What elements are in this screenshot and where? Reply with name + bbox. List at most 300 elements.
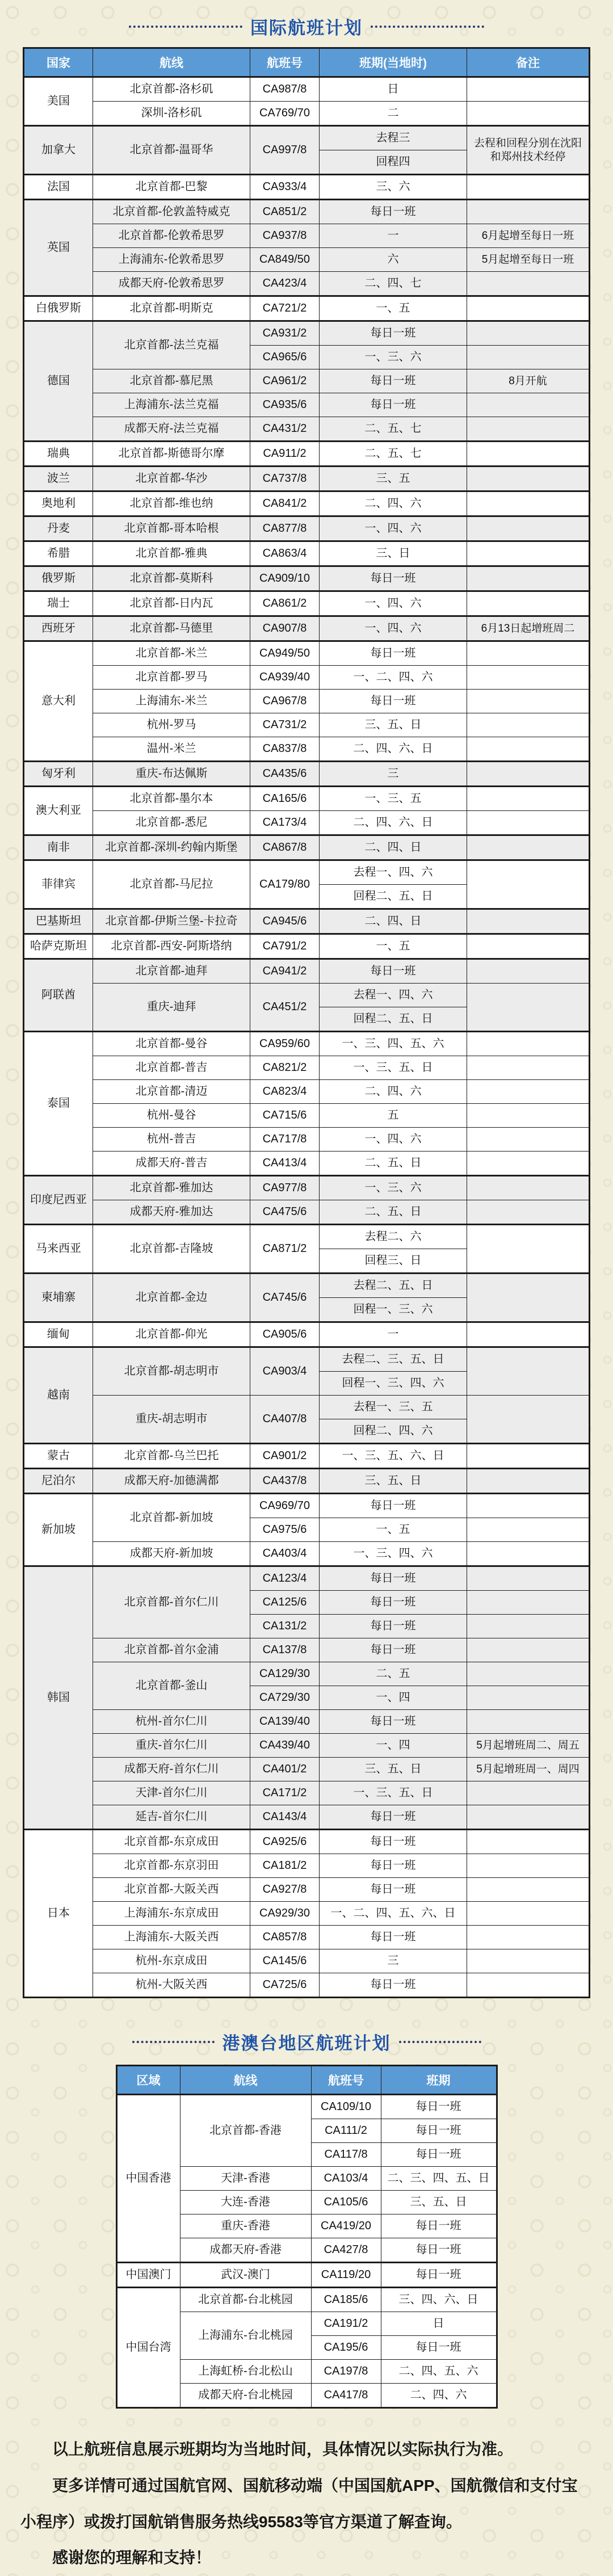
route-cell: 北京首都-华沙 xyxy=(93,467,250,491)
country-cell: 波兰 xyxy=(24,467,93,491)
schedule-cell: 二、五、七 xyxy=(320,442,467,467)
flight-number-cell: CA181/2 xyxy=(250,1854,320,1878)
remark-cell xyxy=(467,102,590,126)
schedule-cell: 每日一班 xyxy=(320,690,467,713)
flight-number-cell: CA737/8 xyxy=(250,467,320,491)
flight-number-cell: CA143/4 xyxy=(250,1805,320,1830)
schedule-cell: 一、二、四、六 xyxy=(320,666,467,690)
dotted-leader-left xyxy=(129,26,242,28)
flight-number-cell: CA933/4 xyxy=(250,175,320,200)
remark-cell xyxy=(467,467,590,491)
route-cell: 上海浦东-法兰克福 xyxy=(93,393,250,417)
country-cell: 菲律宾 xyxy=(24,860,93,909)
route-cell: 北京首都-普吉 xyxy=(93,1056,250,1080)
flight-number-cell: CA475/6 xyxy=(250,1200,320,1225)
schedule-cell: 去程二、五、日 xyxy=(320,1274,467,1298)
flight-number-cell: CA837/8 xyxy=(250,737,320,762)
flight-number-cell: CA841/2 xyxy=(250,491,320,516)
schedule-cell: 一、二、四、五、六、日 xyxy=(320,1902,467,1926)
route-cell: 北京首都-香港 xyxy=(180,2095,311,2167)
schedule-cell: 三、五、日 xyxy=(381,2191,497,2214)
remark-cell xyxy=(467,1566,590,1591)
flight-number-cell: CA137/8 xyxy=(250,1638,320,1662)
route-cell: 杭州-首尔仁川 xyxy=(93,1710,250,1734)
remark-cell xyxy=(467,1781,590,1805)
flight-number-cell: CA949/50 xyxy=(250,641,320,666)
flight-number-cell: CA911/2 xyxy=(250,442,320,467)
country-cell: 韩国 xyxy=(24,1566,93,1830)
schedule-cell: 每日一班 xyxy=(320,1566,467,1591)
dotted-leader-right xyxy=(399,2041,481,2043)
flight-number-cell: CA401/2 xyxy=(250,1758,320,1781)
column-header: 航线 xyxy=(93,48,250,77)
remark-cell xyxy=(467,641,590,666)
schedule-cell: 回程三、日 xyxy=(320,1249,467,1274)
schedule-cell: 去程一、四、六 xyxy=(320,860,467,885)
schedule-cell: 一、三、六 xyxy=(320,346,467,369)
schedule-cell: 每日一班 xyxy=(381,2263,497,2288)
remark-cell xyxy=(467,491,590,516)
route-cell: 上海浦东-米兰 xyxy=(93,690,250,713)
flight-number-cell: CA969/70 xyxy=(250,1494,320,1518)
route-cell: 北京首都-大阪关西 xyxy=(93,1878,250,1902)
route-cell: 北京首都-首尔金浦 xyxy=(93,1638,250,1662)
flight-number-cell: CA165/6 xyxy=(250,787,320,811)
route-cell: 北京首都-迪拜 xyxy=(93,959,250,984)
schedule-cell: 三、五 xyxy=(320,467,467,491)
flight-number-cell: CA435/6 xyxy=(250,762,320,787)
schedule-cell: 每日一班 xyxy=(320,641,467,666)
remark-cell xyxy=(467,737,590,762)
flight-number-cell: CA965/6 xyxy=(250,346,320,369)
route-cell: 北京首都-新加坡 xyxy=(93,1494,250,1542)
remark-cell xyxy=(467,690,590,713)
column-header: 航班号 xyxy=(250,48,320,77)
route-cell: 成都天府-加德满都 xyxy=(93,1469,250,1494)
schedule-cell: 每日一班 xyxy=(320,369,467,393)
flight-number-cell: CA871/2 xyxy=(250,1225,320,1274)
route-cell: 北京首都-慕尼黑 xyxy=(93,369,250,393)
schedule-cell: 一、四、六 xyxy=(320,591,467,616)
route-cell: 北京首都-罗马 xyxy=(93,666,250,690)
country-cell: 尼泊尔 xyxy=(24,1469,93,1494)
flight-number-cell: CA185/6 xyxy=(311,2288,381,2312)
flight-number-cell: CA937/8 xyxy=(250,224,320,248)
schedule-cell: 二、五 xyxy=(320,1662,467,1686)
schedule-cell: 二、五、日 xyxy=(320,1152,467,1176)
section-title-international xyxy=(0,0,613,39)
route-cell: 杭州-普吉 xyxy=(93,1128,250,1152)
route-cell: 上海浦东-大阪关西 xyxy=(93,1926,250,1949)
remark-cell xyxy=(467,1878,590,1902)
schedule-cell: 五 xyxy=(320,1104,467,1128)
remark-cell xyxy=(467,77,590,102)
schedule-cell: 每日一班 xyxy=(320,393,467,417)
flight-number-cell: CA975/6 xyxy=(250,1518,320,1542)
region-cell: 中国香港 xyxy=(116,2095,180,2263)
route-cell: 成都天府-新加坡 xyxy=(93,1542,250,1566)
remark-cell xyxy=(467,811,590,835)
route-cell: 成都天府-雅加达 xyxy=(93,1200,250,1225)
country-cell: 奥地利 xyxy=(24,491,93,516)
flight-number-cell: CA125/6 xyxy=(250,1591,320,1615)
flight-number-cell: CA907/8 xyxy=(250,616,320,641)
flight-number-cell: CA939/40 xyxy=(250,666,320,690)
schedule-cell: 每日一班 xyxy=(320,959,467,984)
footer-notes xyxy=(0,2431,613,2576)
schedule-cell: 每日一班 xyxy=(381,2095,497,2119)
remark-cell xyxy=(467,1274,590,1322)
flight-number-cell: CA171/2 xyxy=(250,1781,320,1805)
route-cell: 北京首都-哥本哈根 xyxy=(93,516,250,541)
schedule-cell: 二、四、五、六 xyxy=(381,2360,497,2384)
schedule-cell: 二、四、六 xyxy=(320,1080,467,1104)
remark-cell xyxy=(467,1444,590,1469)
remark-cell xyxy=(467,1615,590,1638)
remark-cell xyxy=(467,296,590,321)
remark-cell xyxy=(467,787,590,811)
remark-cell xyxy=(467,1926,590,1949)
remark-cell xyxy=(467,1518,590,1542)
route-cell: 重庆-首尔仁川 xyxy=(93,1734,250,1758)
route-cell: 北京首都-法兰克福 xyxy=(93,321,250,369)
remark-cell xyxy=(467,1591,590,1615)
flight-number-cell: CA139/40 xyxy=(250,1710,320,1734)
schedule-cell: 二、五、日 xyxy=(320,1200,467,1225)
route-cell: 北京首都-巴黎 xyxy=(93,175,250,200)
schedule-cell: 二、四、六 xyxy=(381,2384,497,2408)
schedule-cell: 每日一班 xyxy=(381,2143,497,2167)
schedule-cell: 二、四、六 xyxy=(320,491,467,516)
remark-cell: 去程和回程分别在沈阳和郑州技术经停 xyxy=(467,126,590,175)
remark-cell xyxy=(467,1056,590,1080)
schedule-cell: 二、三、四、五、日 xyxy=(381,2167,497,2191)
regional-flight-table xyxy=(116,2065,498,2409)
remark-cell xyxy=(467,272,590,296)
route-cell: 北京首都-吉隆坡 xyxy=(93,1225,250,1274)
schedule-cell: 一、四、六 xyxy=(320,616,467,641)
route-cell: 重庆-香港 xyxy=(180,2214,311,2238)
route-cell: 北京首都-伦敦希思罗 xyxy=(93,224,250,248)
route-cell: 成都天府-台北桃园 xyxy=(180,2384,311,2408)
country-cell: 美国 xyxy=(24,77,93,126)
remark-cell xyxy=(467,1902,590,1926)
flight-number-cell: CA423/4 xyxy=(250,272,320,296)
remark-cell xyxy=(467,1686,590,1710)
flight-number-cell: CA129/30 xyxy=(250,1662,320,1686)
country-cell: 哈萨克斯坦 xyxy=(24,934,93,959)
country-cell: 泰国 xyxy=(24,1032,93,1176)
remark-cell xyxy=(467,417,590,442)
remark-cell xyxy=(467,566,590,591)
section-title-regional xyxy=(0,2029,613,2054)
schedule-cell: 二、四、日 xyxy=(320,909,467,934)
flight-number-cell: CA931/2 xyxy=(250,321,320,346)
remark-cell: 8月开航 xyxy=(467,369,590,393)
schedule-cell: 一、三、四、六 xyxy=(320,1542,467,1566)
flight-number-cell: CA725/6 xyxy=(250,1973,320,1998)
schedule-cell: 每日一班 xyxy=(320,1591,467,1615)
route-cell: 成都天府-首尔仁川 xyxy=(93,1758,250,1781)
route-cell: 北京首都-明斯克 xyxy=(93,296,250,321)
flight-number-cell: CA769/70 xyxy=(250,102,320,126)
schedule-cell: 三、五、日 xyxy=(320,1469,467,1494)
schedule-cell: 去程三 xyxy=(320,126,467,150)
schedule-cell: 去程一、四、六 xyxy=(320,984,467,1007)
country-cell: 白俄罗斯 xyxy=(24,296,93,321)
schedule-cell: 二、四、六、日 xyxy=(320,737,467,762)
column-header: 区域 xyxy=(116,2066,180,2095)
route-cell: 北京首都-伊斯兰堡-卡拉奇 xyxy=(93,909,250,934)
route-cell: 北京首都-洛杉矶 xyxy=(93,77,250,102)
remark-cell xyxy=(467,1949,590,1973)
route-cell: 北京首都-悉尼 xyxy=(93,811,250,835)
country-cell: 瑞士 xyxy=(24,591,93,616)
region-cell: 中国澳门 xyxy=(116,2263,180,2288)
schedule-cell: 一、四 xyxy=(320,1734,467,1758)
schedule-cell: 一、三、四、五、六 xyxy=(320,1032,467,1056)
schedule-cell: 二、四、六、日 xyxy=(320,811,467,835)
remark-cell xyxy=(467,393,590,417)
route-cell: 天津-首尔仁川 xyxy=(93,1781,250,1805)
remark-cell xyxy=(467,200,590,224)
flight-number-cell: CA145/6 xyxy=(250,1949,320,1973)
schedule-cell: 二 xyxy=(320,102,467,126)
route-cell: 杭州-曼谷 xyxy=(93,1104,250,1128)
schedule-cell: 二、四、七 xyxy=(320,272,467,296)
flight-number-cell: CA745/6 xyxy=(250,1274,320,1322)
flight-number-cell: CA427/8 xyxy=(311,2238,381,2263)
route-cell: 温州-米兰 xyxy=(93,737,250,762)
flight-number-cell: CA927/8 xyxy=(250,1878,320,1902)
flight-number-cell: CA403/4 xyxy=(250,1542,320,1566)
schedule-cell: 三、六 xyxy=(320,175,467,200)
flight-number-cell: CA407/8 xyxy=(250,1396,320,1444)
remark-cell xyxy=(467,541,590,566)
flight-number-cell: CA451/2 xyxy=(250,984,320,1032)
route-cell: 杭州-大阪关西 xyxy=(93,1973,250,1998)
country-cell: 澳大利亚 xyxy=(24,787,93,835)
schedule-cell: 一、三、六 xyxy=(320,1176,467,1200)
schedule-cell: 一、五 xyxy=(320,296,467,321)
schedule-cell: 二、五、七 xyxy=(320,417,467,442)
route-cell: 大连-香港 xyxy=(180,2191,311,2214)
flight-number-cell: CA929/30 xyxy=(250,1902,320,1926)
schedule-cell: 每日一班 xyxy=(320,200,467,224)
flight-number-cell: CA925/6 xyxy=(250,1830,320,1854)
route-cell: 北京首都-温哥华 xyxy=(93,126,250,175)
schedule-cell: 每日一班 xyxy=(320,1830,467,1854)
country-cell: 阿联酋 xyxy=(24,959,93,1032)
country-cell: 希腊 xyxy=(24,541,93,566)
flight-number-cell: CA863/4 xyxy=(250,541,320,566)
route-cell: 成都天府-香港 xyxy=(180,2238,311,2263)
flight-number-cell: CA179/80 xyxy=(250,860,320,909)
flight-number-cell: CA935/6 xyxy=(250,393,320,417)
route-cell: 杭州-罗马 xyxy=(93,713,250,737)
country-cell: 柬埔寨 xyxy=(24,1274,93,1322)
schedule-cell: 去程二、六 xyxy=(320,1225,467,1249)
route-cell: 北京首都-东京成田 xyxy=(93,1830,250,1854)
remark-cell xyxy=(467,346,590,369)
flight-number-cell: CA437/8 xyxy=(250,1469,320,1494)
remark-cell xyxy=(467,1032,590,1056)
flight-number-cell: CA823/4 xyxy=(250,1080,320,1104)
country-cell: 匈牙利 xyxy=(24,762,93,787)
country-cell: 瑞典 xyxy=(24,442,93,467)
flight-number-cell: CA857/8 xyxy=(250,1926,320,1949)
flight-number-cell: CA103/4 xyxy=(311,2167,381,2191)
schedule-cell: 一、三、五 xyxy=(320,787,467,811)
schedule-cell: 每日一班 xyxy=(320,321,467,346)
flight-number-cell: CA959/60 xyxy=(250,1032,320,1056)
route-cell: 北京首都-莫斯科 xyxy=(93,566,250,591)
column-header: 国家 xyxy=(24,48,93,77)
flight-number-cell: CA729/30 xyxy=(250,1686,320,1710)
route-cell: 武汉-澳门 xyxy=(180,2263,311,2288)
country-cell: 英国 xyxy=(24,200,93,296)
remark-cell xyxy=(467,835,590,860)
column-header: 班期(当地时) xyxy=(320,48,467,77)
route-cell: 上海虹桥-台北松山 xyxy=(180,2360,311,2384)
route-cell: 北京首都-西安-阿斯塔纳 xyxy=(93,934,250,959)
flight-number-cell: CA903/4 xyxy=(250,1347,320,1396)
footer-note-line: 以上航班信息展示班期均为当地时间，具体情况以实际执行为准。 xyxy=(52,2440,514,2458)
schedule-cell: 一、四 xyxy=(320,1686,467,1710)
schedule-cell: 一、五 xyxy=(320,934,467,959)
schedule-cell: 每日一班 xyxy=(381,2119,497,2143)
regional-table-title: 港澳台地区航班计划 xyxy=(222,2033,391,2053)
remark-cell xyxy=(467,934,590,959)
schedule-cell: 一、四、六 xyxy=(320,516,467,541)
flight-number-cell: CA941/2 xyxy=(250,959,320,984)
route-cell: 北京首都-釜山 xyxy=(93,1662,250,1710)
flight-number-cell: CA119/20 xyxy=(311,2263,381,2288)
country-cell: 德国 xyxy=(24,321,93,442)
country-cell: 马来西亚 xyxy=(24,1225,93,1274)
schedule-cell: 一、四、六 xyxy=(320,1128,467,1152)
remark-cell xyxy=(467,909,590,934)
schedule-cell: 回程一、三、四、六 xyxy=(320,1372,467,1396)
route-cell: 北京首都-伦敦盖特威克 xyxy=(93,200,250,224)
flight-number-cell: CA195/6 xyxy=(311,2336,381,2360)
schedule-cell: 每日一班 xyxy=(320,1494,467,1518)
schedule-cell: 每日一班 xyxy=(320,1926,467,1949)
schedule-cell: 去程二、三、五、日 xyxy=(320,1347,467,1372)
column-header: 班期 xyxy=(381,2066,497,2095)
route-cell: 北京首都-乌兰巴托 xyxy=(93,1444,250,1469)
schedule-cell: 六 xyxy=(320,248,467,272)
country-cell: 意大利 xyxy=(24,641,93,762)
schedule-cell: 每日一班 xyxy=(381,2238,497,2263)
country-cell: 南非 xyxy=(24,835,93,860)
flight-number-cell: CA721/2 xyxy=(250,296,320,321)
route-cell: 成都天府-伦敦希思罗 xyxy=(93,272,250,296)
flight-number-cell: CA851/2 xyxy=(250,200,320,224)
schedule-cell: 去程一、三、五 xyxy=(320,1396,467,1419)
remark-cell xyxy=(467,1973,590,1998)
flight-number-cell: CA861/2 xyxy=(250,591,320,616)
flight-number-cell: CA111/2 xyxy=(311,2119,381,2143)
schedule-cell: 每日一班 xyxy=(320,1973,467,1998)
flight-number-cell: CA867/8 xyxy=(250,835,320,860)
flight-number-cell: CA987/8 xyxy=(250,77,320,102)
flight-number-cell: CA717/8 xyxy=(250,1128,320,1152)
remark-cell xyxy=(467,1200,590,1225)
schedule-cell: 一、三、五、日 xyxy=(320,1056,467,1080)
remark-cell xyxy=(467,1225,590,1274)
remark-cell xyxy=(467,1662,590,1686)
flight-number-cell: CA117/8 xyxy=(311,2143,381,2167)
remark-cell xyxy=(467,321,590,346)
route-cell: 成都天府-法兰克福 xyxy=(93,417,250,442)
flight-number-cell: CA419/20 xyxy=(311,2214,381,2238)
remark-cell xyxy=(467,1710,590,1734)
flight-number-cell: CA961/2 xyxy=(250,369,320,393)
remark-cell xyxy=(467,1176,590,1200)
country-cell: 丹麦 xyxy=(24,516,93,541)
route-cell: 延吉-首尔仁川 xyxy=(93,1805,250,1830)
route-cell: 北京首都-墨尔本 xyxy=(93,787,250,811)
schedule-cell: 回程四 xyxy=(320,150,467,175)
remark-cell xyxy=(467,1347,590,1396)
schedule-cell: 一、三、五、六、日 xyxy=(320,1444,467,1469)
flight-number-cell: CA945/6 xyxy=(250,909,320,934)
country-cell: 越南 xyxy=(24,1347,93,1444)
schedule-cell: 每日一班 xyxy=(320,1638,467,1662)
country-cell: 新加坡 xyxy=(24,1494,93,1566)
remark-cell xyxy=(467,713,590,737)
remark-cell xyxy=(467,175,590,200)
flight-number-cell: CA849/50 xyxy=(250,248,320,272)
route-cell: 北京首都-马尼拉 xyxy=(93,860,250,909)
column-header: 备注 xyxy=(467,48,590,77)
flight-number-cell: CA967/8 xyxy=(250,690,320,713)
flight-number-cell: CA431/2 xyxy=(250,417,320,442)
flight-number-cell: CA731/2 xyxy=(250,713,320,737)
country-cell: 法国 xyxy=(24,175,93,200)
remark-cell xyxy=(467,591,590,616)
remark-cell: 5月起增班周一、周四 xyxy=(467,1758,590,1781)
route-cell: 深圳-洛杉矶 xyxy=(93,102,250,126)
remark-cell xyxy=(467,666,590,690)
flight-number-cell: CA105/6 xyxy=(311,2191,381,2214)
remark-cell xyxy=(467,442,590,467)
route-cell: 北京首都-日内瓦 xyxy=(93,591,250,616)
schedule-cell: 日 xyxy=(381,2312,497,2336)
schedule-cell: 三 xyxy=(320,1949,467,1973)
remark-cell xyxy=(467,1494,590,1518)
route-cell: 北京首都-清迈 xyxy=(93,1080,250,1104)
country-cell: 日本 xyxy=(24,1830,93,1998)
flight-number-cell: CA997/8 xyxy=(250,126,320,175)
flight-number-cell: CA821/2 xyxy=(250,1056,320,1080)
route-cell: 杭州-东京成田 xyxy=(93,1949,250,1973)
schedule-cell: 每日一班 xyxy=(320,1854,467,1878)
schedule-cell: 一、三、五、日 xyxy=(320,1781,467,1805)
schedule-cell: 每日一班 xyxy=(320,566,467,591)
schedule-cell: 三、日 xyxy=(320,541,467,566)
remark-cell xyxy=(467,1805,590,1830)
country-cell: 巴基斯坦 xyxy=(24,909,93,934)
remark-cell xyxy=(467,1396,590,1444)
column-header: 航线 xyxy=(180,2066,311,2095)
route-cell: 北京首都-台北桃园 xyxy=(180,2288,311,2312)
dotted-leader-right xyxy=(371,26,484,28)
flight-number-cell: CA877/8 xyxy=(250,516,320,541)
route-cell: 北京首都-深圳-约翰内斯堡 xyxy=(93,835,250,860)
schedule-cell: 日 xyxy=(320,77,467,102)
